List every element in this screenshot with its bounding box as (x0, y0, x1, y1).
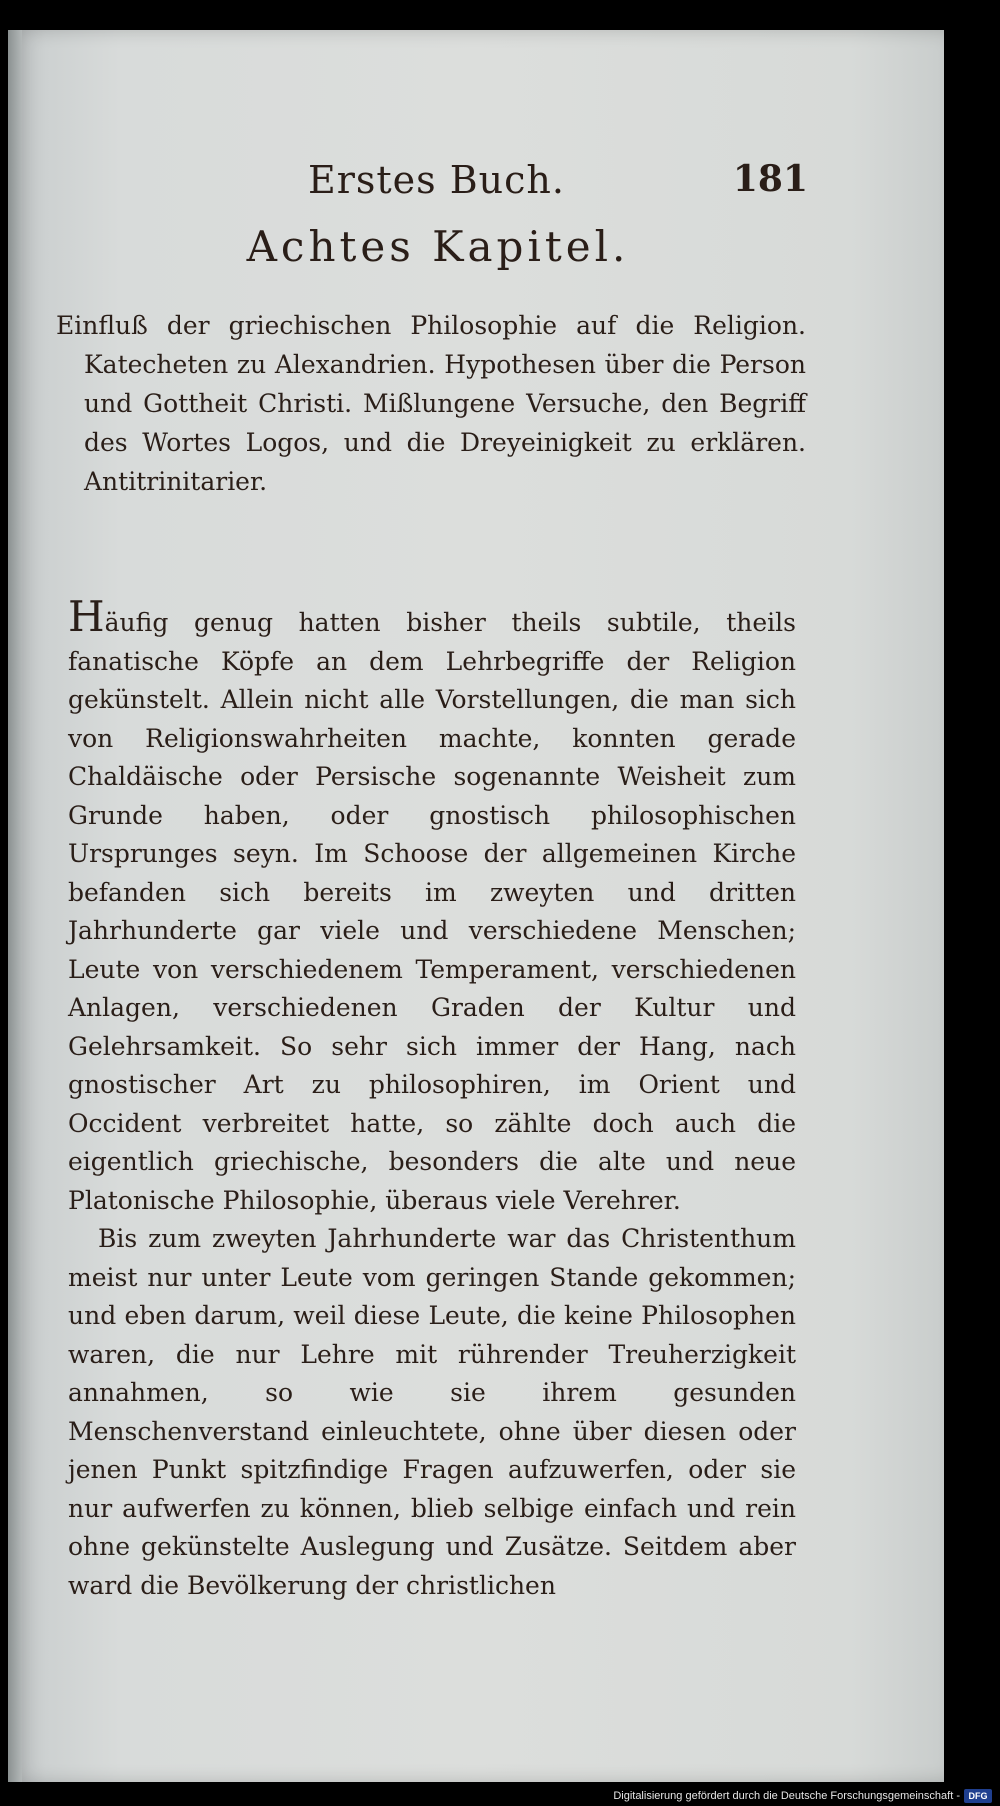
page-gutter-shadow (8, 30, 22, 1782)
running-head (68, 152, 808, 212)
dfg-logo-badge: DFG (964, 1789, 992, 1803)
chapter-title: Achtes Kapitel. (246, 222, 630, 271)
body-text (68, 592, 796, 1605)
page-number: 181 (732, 158, 808, 200)
body-paragraph: Häufig genug hatten bisher theils subtile, theils fanatische Köpfe an dem Lehrbegriffe der Religion gekünstelt. Allein nicht alle Vorstellungen, die man sich von Religionswahrheiten machte, konnten gerade Chaldäische oder Persische sogenannte Weisheit zum Grunde haben, oder gnostisch philosophischen Ursprunges seyn. Im Schoose der allgemeinen Kirche befanden sich bereits im zweyten und dritten Jahrhunderte gar viele und verschiedene Menschen; Leute von verschiedenem Temperament, verschiedenen Anlagen, verschiedenen Graden der Kultur und Gelehrsamkeit. So sehr sich immer der Hang, nach gnostischer Art zu philosophiren, im Orient und Occident verbreitet hatte, so zählte doch auch die eigentlich griechische, besonders die alte und neue Platonische Philosophie, überaus viele Verehrer. (68, 592, 796, 1215)
body-paragraph: Bis zum zweyten Jahrhunderte war das Christenthum meist nur unter Leute vom geringen Stande gekommen; und eben darum, weil diese Leute, die keine Philosophen waren, die nur Lehre mit rührender Treuherzigkeit annahmen, so wie sie ihrem gesunden Menschenverstand einleuchtete, ohne über diesen oder jenen Punkt spitzfindige Fragen aufzuwerfen, oder sie nur aufwerfen zu können, blieb selbige einfach und rein ohne gekünstelte Auslegung und Zusätze. Seitdem aber ward die Bevölkerung der christlichen (68, 1224, 796, 1600)
digitization-credit: Digitalisierung gefördert durch die Deutsche Forschungsgemeinschaft - (613, 1790, 960, 1802)
book-page (8, 30, 944, 1782)
running-title: Erstes Buch. (308, 158, 565, 202)
chapter-summary: Einfluß der griechischen Philosophie auf die Religion. Katecheten zu Alexandrien. Hypothesen über die Person und Gottheit Christi. Mißlungene Versuche, den Begriff des Wortes Logos, und die Dreyeinigkeit zu erklären. Antitrinitarier. (56, 311, 806, 496)
footer-bar (0, 1784, 1000, 1806)
